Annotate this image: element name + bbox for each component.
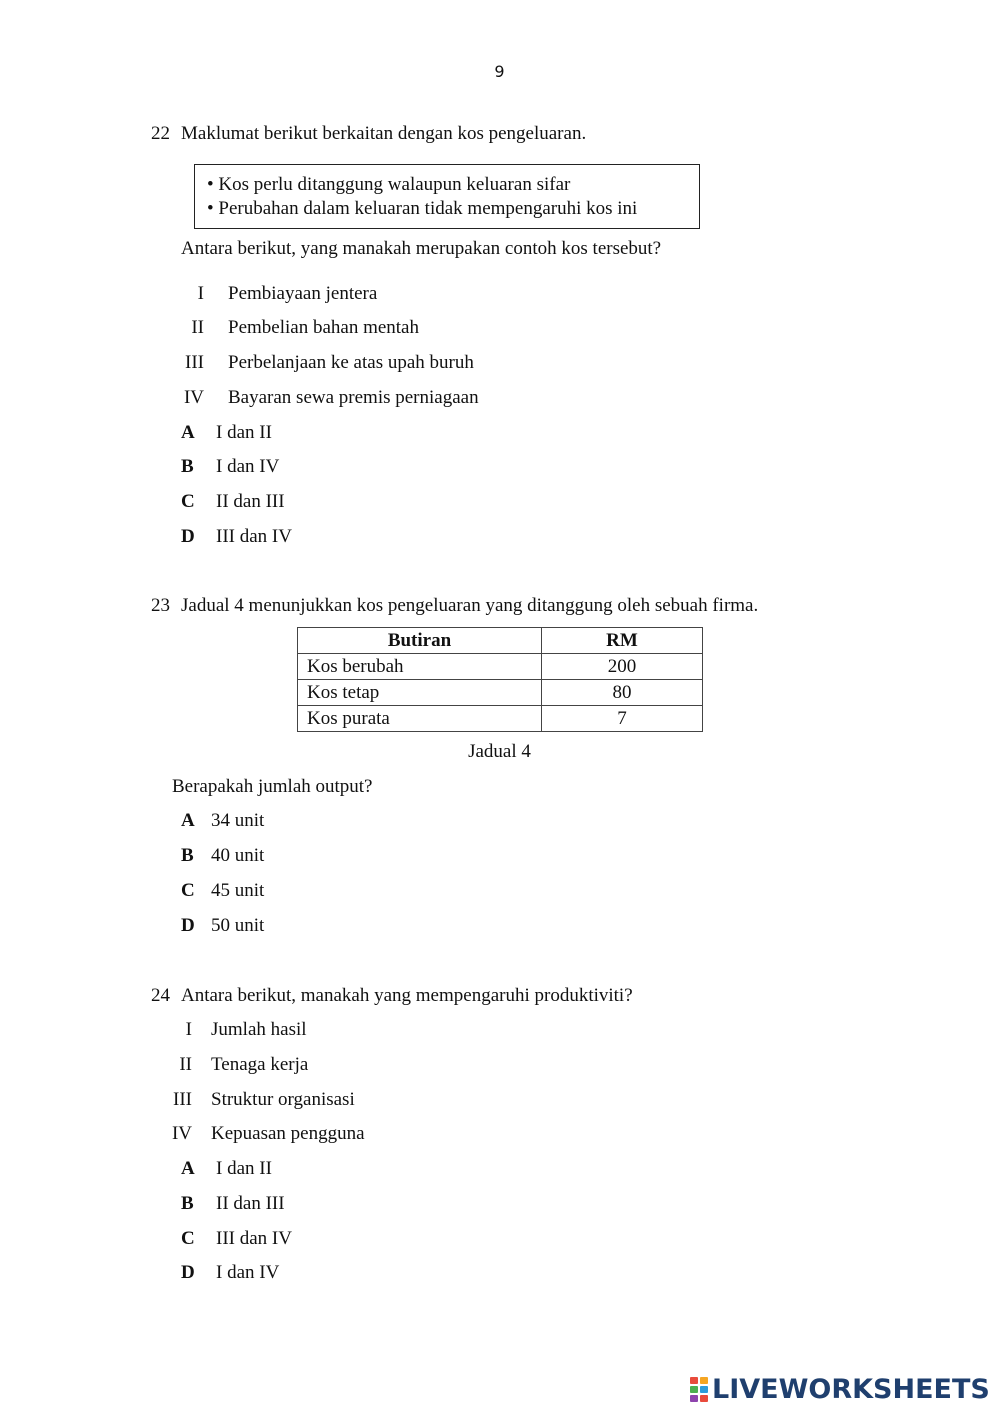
option-c-text[interactable]: II dan III <box>216 491 285 512</box>
table-cell: Kos tetap <box>298 680 542 706</box>
item-roman: II <box>191 317 204 338</box>
option-a-text[interactable]: I dan II <box>216 1158 272 1179</box>
table-cell: 80 <box>542 680 703 706</box>
item-text: Perbelanjaan ke atas upah buruh <box>228 352 474 373</box>
option-d-text[interactable]: III dan IV <box>216 526 292 547</box>
question-23-stem: Jadual 4 menunjukkan kos pengeluaran yang ditanggung oleh sebuah firma. <box>181 595 759 616</box>
item-roman: I <box>197 283 204 304</box>
table-cell: 7 <box>542 706 703 732</box>
option-letter: C <box>181 1228 195 1249</box>
option-letter: A <box>181 810 195 831</box>
liveworksheets-logo[interactable] <box>690 1374 990 1404</box>
option-letter: D <box>181 526 195 547</box>
option-b-text[interactable]: I dan IV <box>216 456 280 477</box>
option-letter: A <box>181 422 195 443</box>
item-roman: IV <box>183 387 204 408</box>
table-header: Butiran <box>298 628 542 654</box>
option-c-text[interactable]: III dan IV <box>216 1228 292 1249</box>
logo-tile <box>690 1386 698 1393</box>
logo-tile <box>690 1377 698 1384</box>
info-box <box>194 164 700 229</box>
option-letter: D <box>181 1262 195 1283</box>
option-letter: C <box>181 491 195 512</box>
info-box-line: • Perubahan dalam keluaran tidak mempengaruhi kos ini <box>207 198 638 219</box>
option-letter: A <box>181 1158 195 1179</box>
option-b-text[interactable]: II dan III <box>216 1193 285 1214</box>
table-row <box>298 706 703 732</box>
item-roman: IV <box>171 1123 192 1144</box>
item-text: Tenaga kerja <box>211 1054 309 1075</box>
item-roman: II <box>179 1054 192 1075</box>
option-letter: B <box>181 456 194 477</box>
item-roman: I <box>185 1019 192 1040</box>
option-d-text[interactable]: I dan IV <box>216 1262 280 1283</box>
liveworksheets-logo-icon <box>690 1377 708 1402</box>
option-a-text[interactable]: I dan II <box>216 422 272 443</box>
option-letter: B <box>181 845 194 866</box>
item-text: Jumlah hasil <box>211 1019 307 1040</box>
item-text: Struktur organisasi <box>211 1089 355 1110</box>
cost-table <box>297 627 703 732</box>
item-text: Pembelian bahan mentah <box>228 317 419 338</box>
table-caption: Jadual 4 <box>468 741 531 762</box>
item-roman: III <box>173 1089 192 1110</box>
question-22-number: 22 <box>151 123 170 144</box>
option-c-text[interactable]: 45 unit <box>211 880 265 901</box>
table-cell: Kos berubah <box>298 654 542 680</box>
question-22-prompt: Antara berikut, yang manakah merupakan contoh kos tersebut? <box>181 238 662 259</box>
item-text: Kepuasan pengguna <box>211 1123 365 1144</box>
option-d-text[interactable]: 50 unit <box>211 915 265 936</box>
logo-tile <box>700 1395 708 1402</box>
logo-tile <box>700 1377 708 1384</box>
item-text: Pembiayaan jentera <box>228 283 378 304</box>
question-23-prompt: Berapakah jumlah output? <box>172 776 373 797</box>
liveworksheets-wordmark: LIVEWORKSHEETS <box>712 1373 990 1405</box>
question-24-stem: Antara berikut, manakah yang mempengaruhi produktiviti? <box>181 985 633 1006</box>
option-b-text[interactable]: 40 unit <box>211 845 265 866</box>
table-header: RM <box>542 628 703 654</box>
info-box-line: • Kos perlu ditanggung walaupun keluaran sifar <box>207 174 571 195</box>
logo-tile <box>700 1386 708 1393</box>
option-a-text[interactable]: 34 unit <box>211 810 265 831</box>
option-letter: C <box>181 880 195 901</box>
table-cell: Kos purata <box>298 706 542 732</box>
page-number: 9 <box>494 62 505 81</box>
table-cell: 200 <box>542 654 703 680</box>
item-text: Bayaran sewa premis perniagaan <box>228 387 479 408</box>
item-roman: III <box>185 352 204 373</box>
table-header-row <box>298 628 703 654</box>
table-row <box>298 654 703 680</box>
table-row <box>298 680 703 706</box>
question-23-number: 23 <box>151 595 170 616</box>
option-letter: D <box>181 915 195 936</box>
logo-tile <box>690 1395 698 1402</box>
question-22-stem: Maklumat berikut berkaitan dengan kos pengeluaran. <box>181 123 587 144</box>
option-letter: B <box>181 1193 194 1214</box>
question-24-number: 24 <box>151 985 170 1006</box>
